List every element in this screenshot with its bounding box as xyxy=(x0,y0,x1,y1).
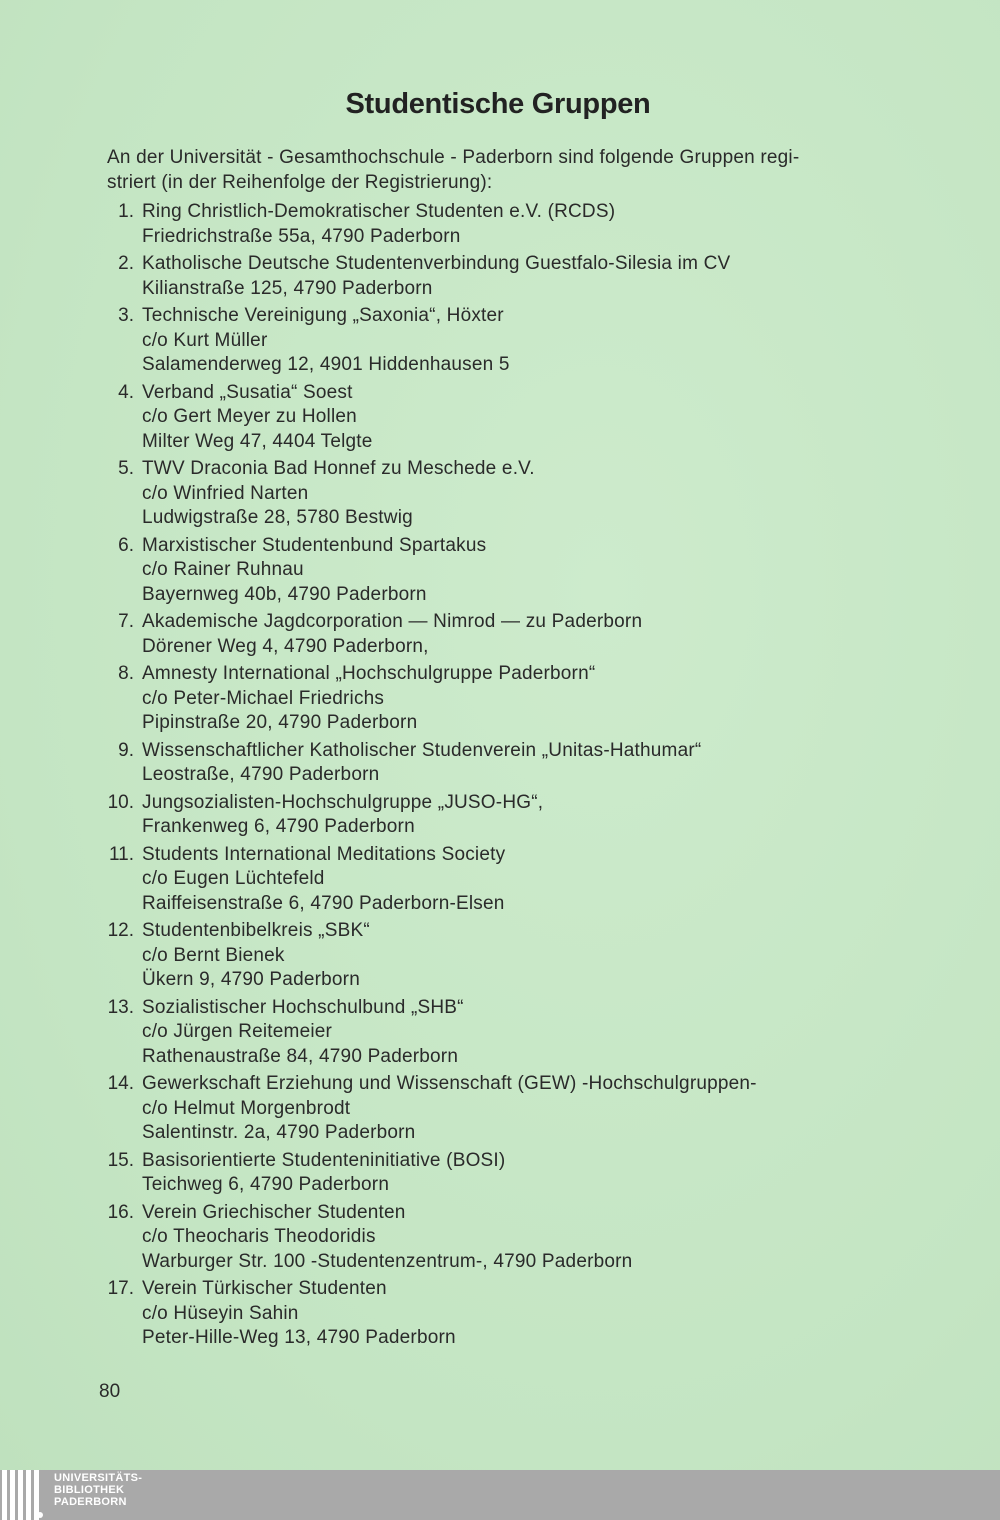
entry-line: Jungsozialisten-Hochschulgruppe „JUSO-HG“, xyxy=(142,791,544,813)
entry-line: TWV Draconia Bad Honnef zu Meschede e.V. xyxy=(142,458,535,479)
entry-line: Sozialistischer Hochschulbund „SHB“ xyxy=(142,996,464,1018)
group-list xyxy=(98,200,898,1354)
list-item xyxy=(98,252,898,301)
entry-number: 17. xyxy=(107,1278,134,1299)
entry-text xyxy=(142,1149,898,1198)
intro-paragraph xyxy=(107,146,897,195)
list-item xyxy=(98,1149,898,1198)
list-item xyxy=(98,381,898,455)
list-item xyxy=(98,739,898,788)
entry-line: Ring Christlich-Demokratischer Studenten e.V. (RCDS) xyxy=(142,201,616,222)
entry-line: Katholische Deutsche Studentenverbindung Guestfalo-Silesia im CV xyxy=(142,253,731,274)
entry-line: Verband „Susatia“ Soest xyxy=(142,381,353,403)
entry-number: 5. xyxy=(118,458,134,479)
list-item xyxy=(98,919,898,993)
entry-line: Rathenaustraße 84, 4790 Paderborn xyxy=(142,1045,459,1067)
entry-line: Leostraße, 4790 Paderborn xyxy=(142,764,380,785)
entry-number: 1. xyxy=(118,201,134,222)
entry-line: Pipinstraße 20, 4790 Paderborn xyxy=(142,712,418,733)
list-item xyxy=(98,534,898,608)
entry-line: c/o Winfried Narten xyxy=(142,482,309,504)
entry-line: Salentinstr. 2a, 4790 Paderborn xyxy=(142,1122,416,1143)
list-item xyxy=(98,200,898,249)
entry-line: Bayernweg 40b, 4790 Paderborn xyxy=(142,583,427,605)
list-item xyxy=(98,1072,898,1146)
library-logo-text xyxy=(54,1472,142,1508)
entry-text xyxy=(142,1201,898,1275)
entry-text xyxy=(142,252,898,301)
entry-text xyxy=(142,843,898,917)
entry-number: 9. xyxy=(118,739,134,761)
entry-line: c/o Bernt Bienek xyxy=(142,944,285,966)
entry-line: c/o Eugen Lüchtefeld xyxy=(142,868,325,889)
entry-text xyxy=(142,919,898,993)
entry-text xyxy=(142,304,898,378)
entry-line: Raiffeisenstraße 6, 4790 Paderborn-Elsen xyxy=(142,892,505,914)
library-logo-icon xyxy=(2,1470,39,1520)
entry-number: 12. xyxy=(107,920,134,941)
intro-line: An der Universität - Gesamthochschule - Paderborn sind folgende Gruppen regi- xyxy=(107,147,800,168)
library-footer-bar xyxy=(0,1470,1000,1520)
entry-line: Salamenderweg 12, 4901 Hiddenhausen 5 xyxy=(142,354,510,375)
entry-line: c/o Rainer Ruhnau xyxy=(142,559,304,580)
list-item xyxy=(98,304,898,378)
entry-line: c/o Hüseyin Sahin xyxy=(142,1302,299,1324)
entry-line: Dörener Weg 4, 4790 Paderborn, xyxy=(142,635,429,657)
entry-line: Verein Griechischer Studenten xyxy=(142,1201,406,1223)
list-item xyxy=(98,457,898,531)
entry-text xyxy=(142,1072,898,1146)
entry-number: 6. xyxy=(118,534,134,556)
entry-text xyxy=(142,662,898,736)
entry-text xyxy=(142,457,898,531)
entry-line: Ükern 9, 4790 Paderborn xyxy=(142,969,360,990)
entry-line: Ludwigstraße 28, 5780 Bestwig xyxy=(142,507,413,528)
logo-line: BIBLIOTHEK xyxy=(54,1484,125,1496)
entry-text xyxy=(142,739,898,788)
entry-line: c/o Jürgen Reitemeier xyxy=(142,1021,333,1042)
page-number: 80 xyxy=(99,1381,121,1402)
list-item xyxy=(98,1201,898,1275)
entry-number: 7. xyxy=(118,611,134,632)
entry-number: 11. xyxy=(108,843,134,865)
entry-line: c/o Helmut Morgenbrodt xyxy=(142,1097,351,1119)
entry-number: 14. xyxy=(107,1073,134,1094)
entry-text xyxy=(142,381,898,455)
entry-text xyxy=(142,610,898,659)
entry-line: c/o Peter-Michael Friedrichs xyxy=(142,687,385,709)
entry-line: Technische Vereinigung „Saxonia“, Höxter xyxy=(142,305,504,326)
entry-line: Verein Türkischer Studenten xyxy=(142,1278,387,1299)
entry-text xyxy=(142,200,898,249)
logo-dot-icon xyxy=(37,1512,43,1518)
entry-line: Milter Weg 47, 4404 Telgte xyxy=(142,430,373,452)
entry-text xyxy=(142,996,898,1070)
logo-line: UNIVERSITÄTS- xyxy=(54,1472,143,1484)
entry-line: Gewerkschaft Erziehung und Wissenschaft (GEW) -Hochschulgruppen- xyxy=(142,1073,757,1094)
list-item xyxy=(98,1277,898,1351)
entry-number: 8. xyxy=(118,663,134,684)
entry-number: 3. xyxy=(118,305,134,326)
entry-line: Amnesty International „Hochschulgruppe Paderborn“ xyxy=(142,663,596,684)
entry-line: c/o Theocharis Theodoridis xyxy=(142,1226,376,1247)
list-item xyxy=(98,996,898,1070)
entry-line: c/o Gert Meyer zu Hollen xyxy=(142,406,357,427)
entry-text xyxy=(142,534,898,608)
entry-number: 10. xyxy=(107,791,134,813)
list-item xyxy=(98,791,898,840)
entry-line: c/o Kurt Müller xyxy=(142,329,268,351)
entry-line: Warburger Str. 100 -Studentenzentrum-, 4790 Paderborn xyxy=(142,1250,633,1272)
page-title: Studentische Gruppen xyxy=(345,88,651,120)
entry-number: 16. xyxy=(107,1201,134,1223)
entry-line: Basisorientierte Studenteninitiative (BOSI) xyxy=(142,1149,506,1171)
entry-line: Kilianstraße 125, 4790 Paderborn xyxy=(142,277,433,299)
list-item xyxy=(98,662,898,736)
entry-number: 2. xyxy=(118,253,134,274)
intro-line: striert (in der Reihenfolge der Registrierung): xyxy=(107,171,493,193)
list-item xyxy=(98,843,898,917)
entry-line: Wissenschaftlicher Katholischer Studenverein „Unitas-Hathumar“ xyxy=(142,739,702,761)
entry-line: Students International Meditations Society xyxy=(142,843,506,865)
entry-number: 4. xyxy=(118,381,134,403)
entry-line: Akademische Jagdcorporation — Nimrod — zu Paderborn xyxy=(142,611,643,632)
logo-line: PADERBORN xyxy=(54,1496,127,1508)
entry-line: Studentenbibelkreis „SBK“ xyxy=(142,920,370,941)
entry-line: Friedrichstraße 55a, 4790 Paderborn xyxy=(142,225,461,247)
entry-line: Marxistischer Studentenbund Spartakus xyxy=(142,534,487,556)
entry-line: Peter-Hille-Weg 13, 4790 Paderborn xyxy=(142,1327,456,1348)
entry-line: Teichweg 6, 4790 Paderborn xyxy=(142,1174,390,1195)
entry-number: 15. xyxy=(107,1149,134,1171)
entry-number: 13. xyxy=(107,996,134,1018)
entry-line: Frankenweg 6, 4790 Paderborn xyxy=(142,816,415,837)
entry-text xyxy=(142,791,898,840)
entry-text xyxy=(142,1277,898,1351)
list-item xyxy=(98,610,898,659)
